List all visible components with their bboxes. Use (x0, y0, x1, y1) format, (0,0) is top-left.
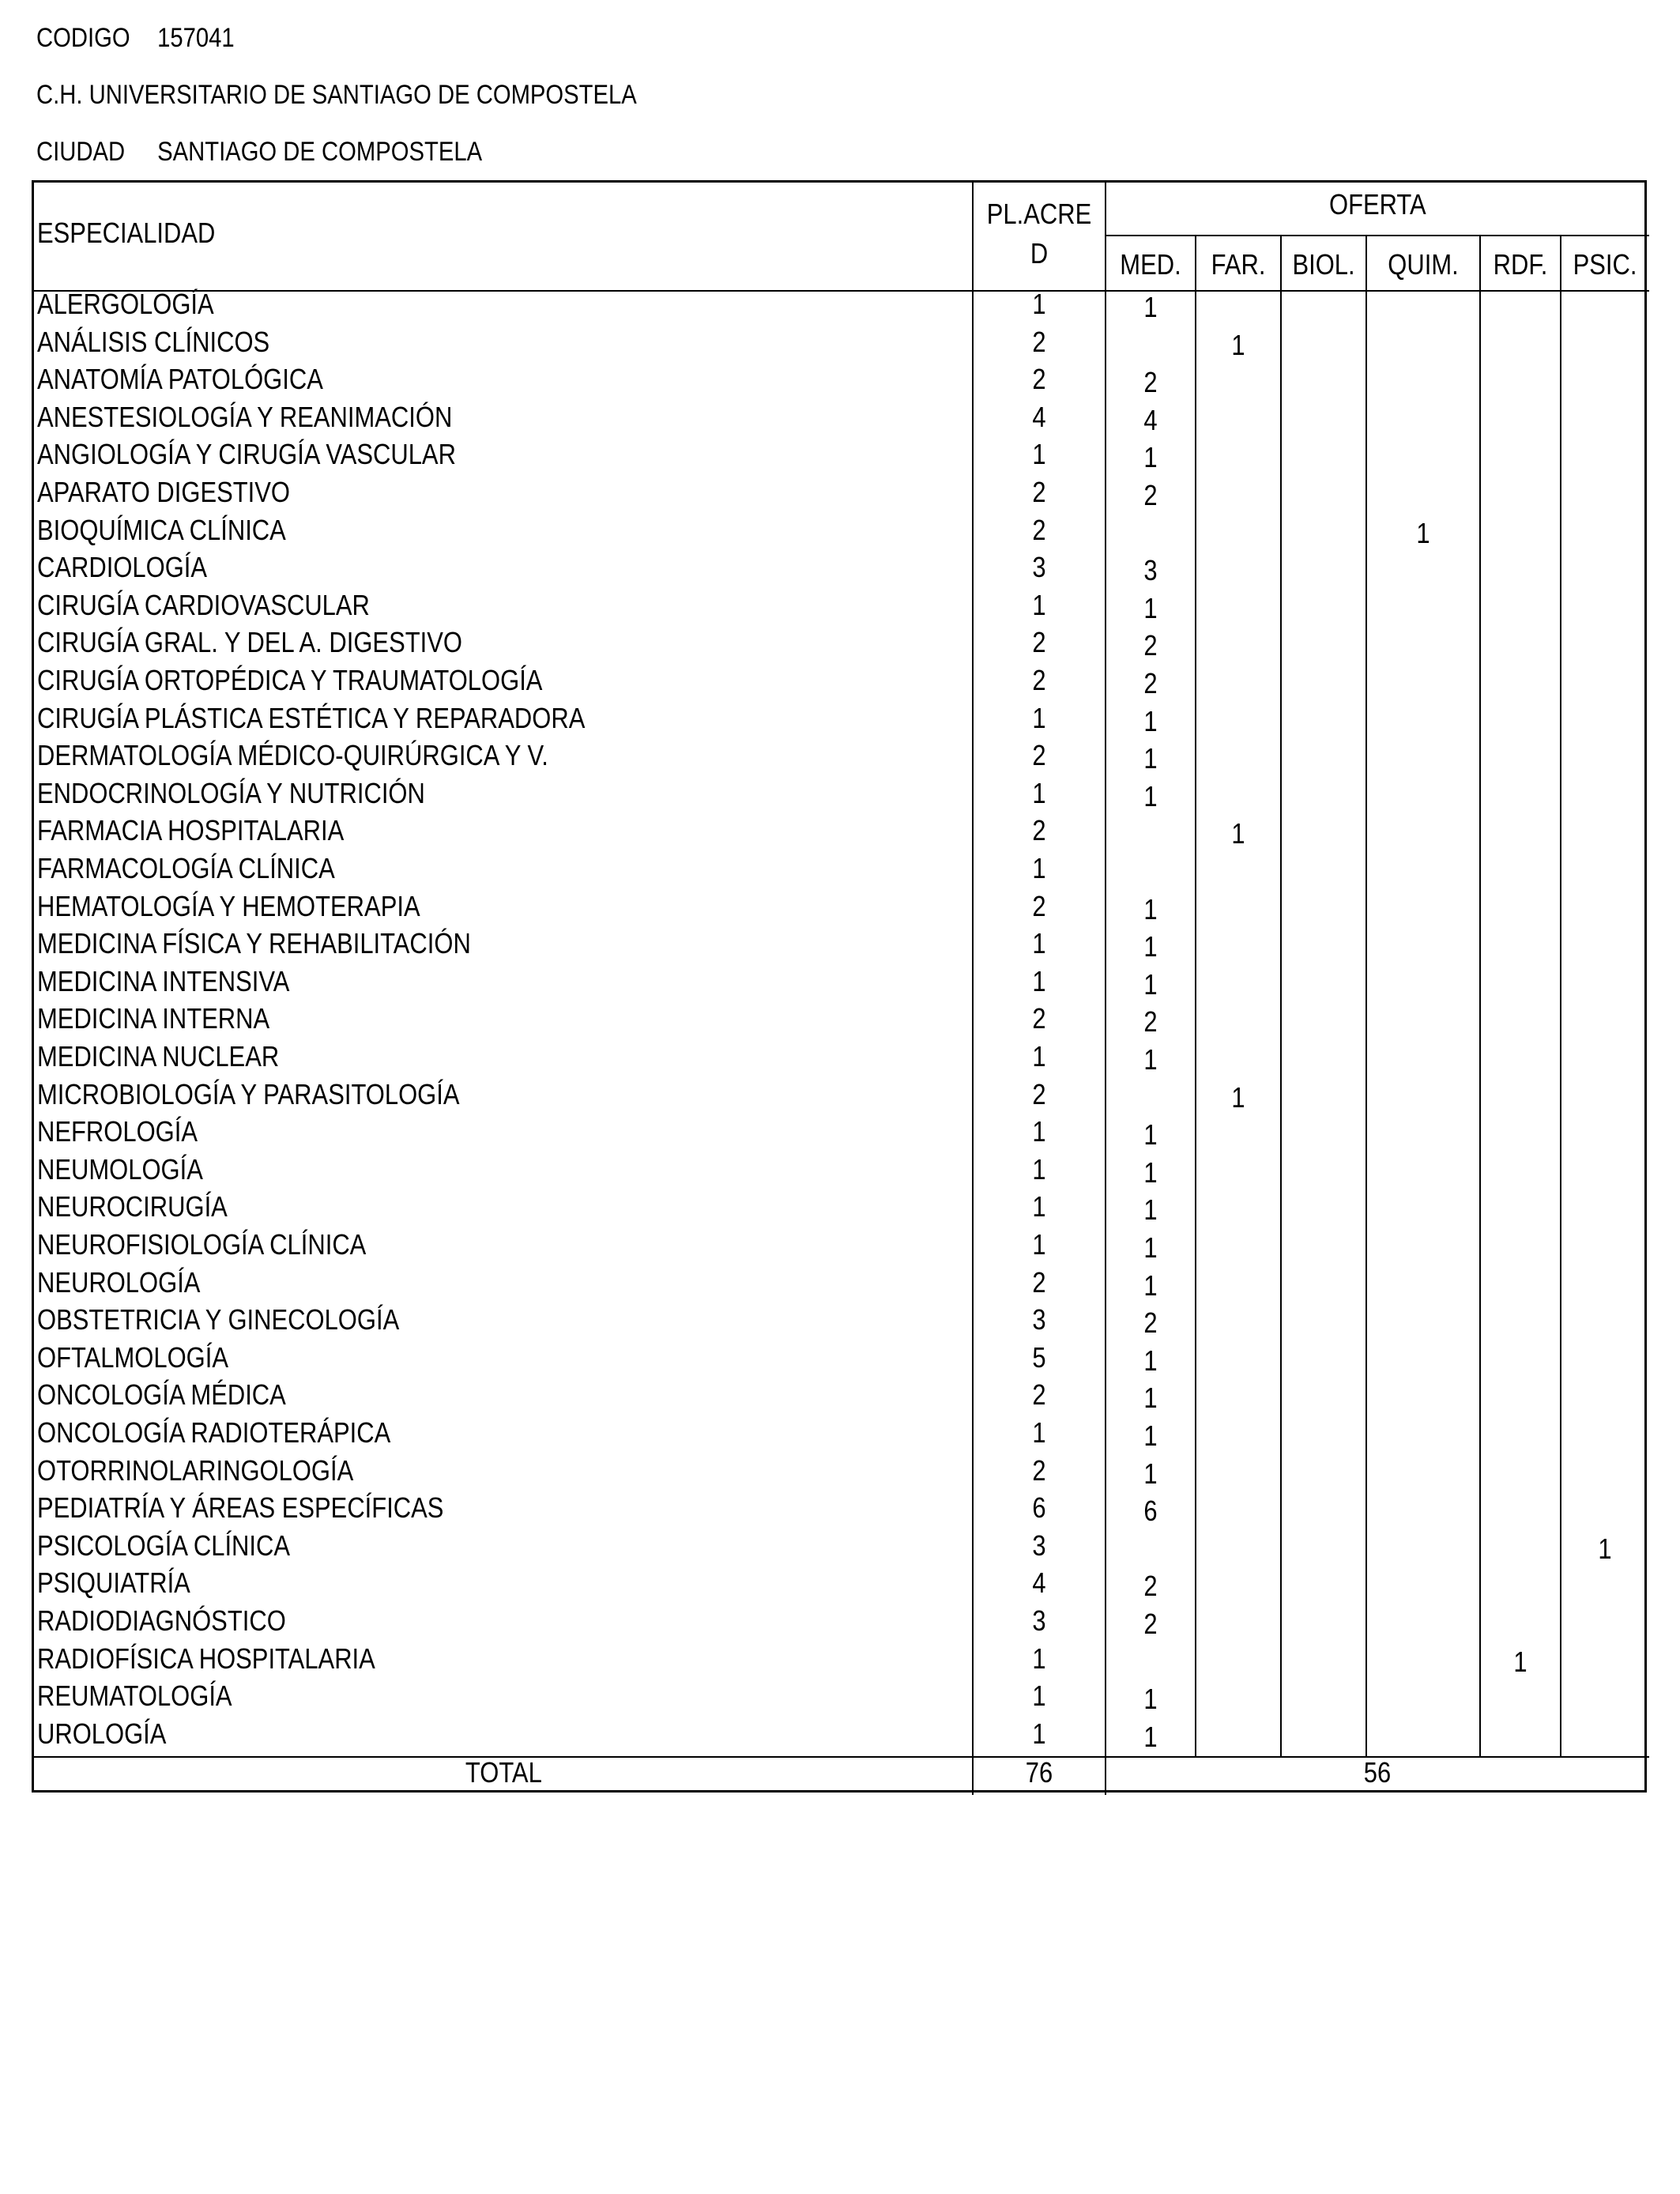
row-especialidad (37, 1414, 970, 1452)
col-header-especialidad (37, 214, 669, 252)
row-especialidad (37, 1339, 970, 1377)
row-med-text: 2 (1143, 479, 1158, 511)
sub-header-med-text: MED. (1120, 248, 1181, 281)
row-med (1106, 1342, 1196, 1380)
row-placred-text: 6 (1032, 1491, 1046, 1525)
row-especialidad (37, 1376, 970, 1414)
row-med (1106, 891, 1196, 929)
row-placred (973, 1452, 1106, 1490)
row-especialidad-text: APARATO DIGESTIVO (37, 476, 290, 508)
row-med (1106, 1154, 1196, 1192)
row-especialidad-text: MEDICINA NUCLEAR (37, 1040, 280, 1072)
col-header-placred-2 (973, 235, 1106, 273)
row-med-text: 1 (1143, 291, 1158, 323)
row-med (1106, 1304, 1196, 1342)
row-placred-text: 2 (1032, 814, 1046, 847)
row-placred (973, 775, 1106, 812)
row-especialidad (37, 1489, 970, 1527)
row-med-text: 6 (1143, 1495, 1158, 1528)
row-med (1106, 1417, 1196, 1455)
row-placred (973, 323, 1106, 361)
row-far-text: 1 (1231, 328, 1245, 361)
row-especialidad (37, 1602, 970, 1640)
row-placred (973, 888, 1106, 925)
row-placred-text: 2 (1032, 889, 1046, 922)
row-placred-text: 1 (1032, 852, 1046, 884)
row-med (1106, 740, 1196, 778)
row-med (1106, 552, 1196, 590)
row-placred-text: 1 (1032, 1228, 1046, 1261)
row-placred-text: 1 (1032, 701, 1046, 734)
hospital-name (36, 79, 637, 111)
row-placred-text: 2 (1032, 325, 1046, 358)
row-especialidad-text: PEDIATRÍA Y ÁREAS ESPECÍFICAS (37, 1491, 444, 1525)
row-especialidad-text: FARMACOLOGÍA CLÍNICA (37, 852, 335, 884)
row-especialidad-text: OBSTETRICIA Y GINECOLOGÍA (37, 1303, 400, 1336)
total-placred (973, 1754, 1106, 1792)
row-especialidad (37, 1226, 970, 1264)
row-placred (973, 737, 1106, 775)
col-header-especialidad-text: ESPECIALIDAD (37, 217, 216, 249)
codigo-label: CODIGO (36, 23, 130, 53)
row-especialidad (37, 1151, 970, 1189)
row-med (1106, 1605, 1196, 1643)
row-placred-text: 3 (1032, 1303, 1046, 1336)
hospital-title: C.H. UNIVERSITARIO DE SANTIAGO DE COMPOSTELA (36, 80, 637, 110)
row-placred-text: 5 (1032, 1340, 1046, 1374)
row-placred-text: 1 (1032, 1152, 1046, 1186)
row-especialidad (37, 1564, 970, 1602)
row-med-text: 1 (1143, 441, 1158, 474)
row-placred (973, 1564, 1106, 1602)
row-med-text: 1 (1143, 591, 1158, 624)
row-placred-text: 2 (1032, 1077, 1046, 1110)
row-especialidad (37, 1640, 970, 1678)
row-especialidad-text: NEFROLOGÍA (37, 1115, 198, 1148)
row-especialidad-text: HEMATOLOGÍA Y HEMOTERAPIA (37, 889, 420, 922)
row-placred-text: 1 (1032, 1679, 1046, 1713)
sub-header-biol (1281, 246, 1366, 284)
row-med-text: 2 (1143, 629, 1158, 662)
row-placred-text: 2 (1032, 476, 1046, 508)
col-divider-sub (1280, 235, 1282, 1757)
row-placred (973, 548, 1106, 586)
row-especialidad (37, 1452, 970, 1490)
row-especialidad-text: PSIQUIATRÍA (37, 1566, 190, 1600)
row-placred (973, 812, 1106, 850)
row-med-text: 1 (1143, 742, 1158, 775)
row-placred-text: 2 (1032, 664, 1046, 696)
row-especialidad (37, 737, 970, 775)
row-placred (973, 1301, 1106, 1339)
row-med-text: 1 (1143, 967, 1158, 1001)
row-far-text: 1 (1231, 817, 1245, 850)
row-placred (973, 1113, 1106, 1151)
row-med-text: 1 (1143, 1193, 1158, 1227)
row-placred-text: 1 (1032, 927, 1046, 960)
row-especialidad (37, 511, 970, 549)
col-header-placred (973, 195, 1106, 233)
row-far (1196, 326, 1281, 364)
row-med-text: 1 (1143, 1419, 1158, 1452)
row-especialidad (37, 435, 970, 473)
row-placred-text: 1 (1032, 1115, 1046, 1148)
sub-header-quim (1366, 246, 1480, 284)
row-med (1106, 1041, 1196, 1079)
row-med (1106, 1267, 1196, 1305)
row-especialidad (37, 586, 970, 624)
row-especialidad-text: CIRUGÍA GRAL. Y DEL A. DIGESTIVO (37, 626, 462, 659)
row-especialidad (37, 360, 970, 398)
col-header-placred-2-text: D (1030, 237, 1049, 270)
row-med-text: 1 (1143, 1269, 1158, 1302)
row-placred (973, 1076, 1106, 1114)
row-especialidad-text: MEDICINA FÍSICA Y REHABILITACIÓN (37, 927, 471, 960)
row-rdf (1480, 1643, 1561, 1681)
row-placred-text: 1 (1032, 588, 1046, 621)
row-placred-text: 1 (1032, 964, 1046, 997)
ciudad-line (36, 136, 483, 168)
row-especialidad (37, 1188, 970, 1226)
row-especialidad (37, 850, 970, 888)
row-especialidad-text: CIRUGÍA PLÁSTICA ESTÉTICA Y REPARADORA (37, 701, 586, 734)
row-med (1106, 1718, 1196, 1756)
row-placred-text: 1 (1032, 1190, 1046, 1223)
row-placred (973, 1527, 1106, 1565)
sub-header-far-text: FAR. (1211, 248, 1266, 281)
row-placred (973, 1677, 1106, 1715)
codigo-line (36, 22, 235, 54)
row-especialidad-text: PSICOLOGÍA CLÍNICA (37, 1529, 291, 1562)
row-placred-text: 2 (1032, 1453, 1046, 1487)
row-placred (973, 511, 1106, 549)
col-header-oferta-text: OFERTA (1328, 188, 1426, 221)
row-especialidad (37, 1076, 970, 1114)
row-placred (973, 285, 1106, 323)
codigo-value: 157041 (157, 23, 235, 53)
total-placred-text: 76 (1025, 1756, 1053, 1789)
row-placred (973, 1038, 1106, 1076)
row-med (1106, 966, 1196, 1004)
row-especialidad-text: CIRUGÍA ORTOPÉDICA Y TRAUMATOLOGÍA (37, 664, 543, 696)
row-placred-text: 1 (1032, 1642, 1046, 1675)
row-placred-text: 2 (1032, 363, 1046, 396)
row-med-text: 1 (1143, 1457, 1158, 1490)
row-med-text: 1 (1143, 1344, 1158, 1377)
row-especialidad (37, 473, 970, 511)
row-especialidad-text: FARMACIA HOSPITALARIA (37, 814, 345, 847)
row-quim-text: 1 (1416, 516, 1430, 549)
row-med (1106, 1229, 1196, 1267)
row-especialidad-text: NEUMOLOGÍA (37, 1152, 203, 1186)
row-med (1106, 928, 1196, 966)
row-especialidad-text: ANATOMÍA PATOLÓGICA (37, 363, 323, 396)
row-especialidad (37, 1113, 970, 1151)
row-med (1106, 1379, 1196, 1417)
oferta-separator (1106, 235, 1649, 236)
row-far-text: 1 (1231, 1080, 1245, 1114)
row-especialidad-text: ONCOLOGÍA MÉDICA (37, 1378, 286, 1412)
row-especialidad-text: CIRUGÍA CARDIOVASCULAR (37, 588, 370, 621)
row-placred (973, 1414, 1106, 1452)
row-med-text: 2 (1143, 366, 1158, 399)
row-placred (973, 473, 1106, 511)
row-especialidad-text: ANESTESIOLOGÍA Y REANIMACIÓN (37, 400, 453, 433)
row-placred (973, 624, 1106, 662)
row-especialidad (37, 662, 970, 699)
row-med (1106, 1680, 1196, 1718)
row-especialidad-text: ALERGOLOGÍA (37, 288, 214, 320)
row-med-text: 1 (1143, 704, 1158, 737)
row-placred-text: 1 (1032, 438, 1046, 471)
row-especialidad-text: ANGIOLOGÍA Y CIRUGÍA VASCULAR (37, 438, 456, 471)
row-med-text: 4 (1143, 403, 1158, 436)
row-especialidad-text: MICROBIOLOGÍA Y PARASITOLOGÍA (37, 1077, 460, 1110)
row-med-text: 1 (1143, 779, 1158, 812)
row-med (1106, 1116, 1196, 1154)
row-placred (973, 360, 1106, 398)
col-divider-sub (1365, 235, 1367, 1757)
row-far (1196, 1079, 1281, 1117)
row-especialidad (37, 925, 970, 963)
total-label (34, 1754, 973, 1792)
row-med-text: 1 (1143, 1155, 1158, 1189)
row-especialidad-text: RADIODIAGNÓSTICO (37, 1604, 286, 1637)
row-psic-text: 1 (1598, 1532, 1612, 1565)
row-placred (973, 1188, 1106, 1226)
row-rdf-text: 1 (1513, 1645, 1527, 1678)
row-placred-text: 3 (1032, 551, 1046, 584)
row-far (1196, 815, 1281, 853)
row-med-text: 1 (1143, 1118, 1158, 1152)
row-med (1106, 1003, 1196, 1041)
row-med (1106, 1455, 1196, 1493)
row-placred (973, 586, 1106, 624)
row-placred-text: 4 (1032, 1566, 1046, 1600)
row-especialidad (37, 624, 970, 662)
row-med-text: 2 (1143, 1005, 1158, 1039)
row-placred (973, 1226, 1106, 1264)
sub-header-psic-text: PSIC. (1573, 248, 1637, 281)
row-med (1106, 364, 1196, 401)
row-med-text: 2 (1143, 1608, 1158, 1640)
row-quim (1366, 515, 1480, 552)
row-especialidad (37, 1527, 970, 1565)
row-med-text: 2 (1143, 1570, 1158, 1603)
row-placred (973, 1640, 1106, 1678)
row-med (1106, 401, 1196, 439)
col-header-oferta (1106, 186, 1649, 224)
row-especialidad (37, 1000, 970, 1038)
row-placred-text: 3 (1032, 1529, 1046, 1562)
row-especialidad-text: MEDICINA INTERNA (37, 1002, 270, 1035)
row-placred-text: 1 (1032, 1717, 1046, 1750)
row-med (1106, 439, 1196, 477)
row-placred (973, 1339, 1106, 1377)
row-especialidad (37, 699, 970, 737)
row-placred (973, 963, 1106, 1001)
row-placred-text: 4 (1032, 400, 1046, 433)
row-placred-text: 2 (1032, 1265, 1046, 1299)
row-placred (973, 699, 1106, 737)
row-especialidad (37, 1038, 970, 1076)
col-divider-sub (1560, 235, 1561, 1757)
row-med-text: 1 (1143, 1720, 1158, 1753)
sub-header-rdf-text: RDF. (1493, 248, 1548, 281)
row-med-text: 2 (1143, 667, 1158, 699)
row-med (1106, 1191, 1196, 1229)
total-oferta-text: 56 (1363, 1756, 1392, 1789)
row-med (1106, 1567, 1196, 1605)
row-med (1106, 1492, 1196, 1530)
row-placred-text: 1 (1032, 776, 1046, 809)
row-especialidad-text: NEUROFISIOLOGÍA CLÍNICA (37, 1228, 367, 1261)
row-especialidad-text: MEDICINA INTENSIVA (37, 964, 290, 997)
row-especialidad (37, 323, 970, 361)
row-med (1106, 477, 1196, 515)
row-placred-text: 2 (1032, 513, 1046, 546)
sub-header-quim-text: QUIM. (1388, 248, 1459, 281)
row-placred (973, 398, 1106, 436)
row-placred (973, 1151, 1106, 1189)
row-especialidad-text: NEUROCIRUGÍA (37, 1190, 228, 1223)
row-med-text: 1 (1143, 1382, 1158, 1415)
sub-header-biol-text: BIOL. (1292, 248, 1355, 281)
row-especialidad-text: ENDOCRINOLOGÍA Y NUTRICIÓN (37, 776, 425, 809)
row-med (1106, 778, 1196, 816)
row-med (1106, 590, 1196, 628)
row-especialidad-text: UROLOGÍA (37, 1717, 167, 1750)
row-especialidad-text: BIOQUÍMICA CLÍNICA (37, 513, 286, 546)
row-placred (973, 1715, 1106, 1753)
col-divider-sub (1479, 235, 1481, 1757)
row-placred-text: 2 (1032, 739, 1046, 772)
row-especialidad-text: ONCOLOGÍA RADIOTERÁPICA (37, 1416, 391, 1449)
row-placred-text: 2 (1032, 1378, 1046, 1412)
sub-header-rdf (1480, 246, 1561, 284)
row-especialidad (37, 548, 970, 586)
row-placred (973, 1376, 1106, 1414)
row-especialidad (37, 1677, 970, 1715)
row-especialidad-text: ANÁLISIS CLÍNICOS (37, 325, 270, 358)
row-especialidad (37, 963, 970, 1001)
row-especialidad (37, 1301, 970, 1339)
ciudad-value: SANTIAGO DE COMPOSTELA (157, 137, 483, 167)
row-med-text: 2 (1143, 1306, 1158, 1340)
row-especialidad (37, 1715, 970, 1753)
row-placred-text: 3 (1032, 1604, 1046, 1637)
row-especialidad-text: NEUROLOGÍA (37, 1265, 201, 1299)
row-especialidad (37, 888, 970, 925)
row-med-text: 1 (1143, 930, 1158, 963)
row-med (1106, 627, 1196, 665)
row-especialidad (37, 1264, 970, 1302)
col-header-placred-text: PL.ACRE (986, 198, 1092, 230)
specialty-table (32, 180, 1647, 1793)
row-especialidad-text: OFTALMOLOGÍA (37, 1340, 228, 1374)
row-placred-text: 2 (1032, 626, 1046, 659)
row-placred (973, 662, 1106, 699)
row-especialidad-text: OTORRINOLARINGOLOGÍA (37, 1453, 354, 1487)
row-especialidad-text: DERMATOLOGÍA MÉDICO-QUIRÚRGICA Y V. (37, 739, 548, 772)
row-med (1106, 703, 1196, 741)
row-med-text: 1 (1143, 1231, 1158, 1264)
row-psic (1561, 1530, 1649, 1568)
row-placred (973, 850, 1106, 888)
row-especialidad (37, 285, 970, 323)
row-placred (973, 1489, 1106, 1527)
row-placred-text: 2 (1032, 1002, 1046, 1035)
row-med (1106, 665, 1196, 703)
row-especialidad-text: CARDIOLOGÍA (37, 551, 208, 584)
row-especialidad (37, 812, 970, 850)
row-especialidad-text: REUMATOLOGÍA (37, 1679, 232, 1713)
row-placred (973, 435, 1106, 473)
row-placred-text: 1 (1032, 288, 1046, 320)
row-med-text: 1 (1143, 1043, 1158, 1076)
row-med-text: 3 (1143, 554, 1158, 587)
row-placred (973, 1264, 1106, 1302)
row-especialidad (37, 398, 970, 436)
row-placred (973, 1602, 1106, 1640)
sub-header-med (1106, 246, 1196, 284)
row-med-text: 1 (1143, 892, 1158, 925)
row-med-text: 1 (1143, 1683, 1158, 1716)
total-label-text: TOTAL (465, 1756, 542, 1789)
row-placred (973, 925, 1106, 963)
total-oferta (1106, 1754, 1649, 1792)
row-placred (973, 1000, 1106, 1038)
row-placred-text: 1 (1032, 1416, 1046, 1449)
ciudad-label: CIUDAD (36, 137, 126, 167)
row-placred-text: 1 (1032, 1040, 1046, 1072)
row-especialidad (37, 775, 970, 812)
row-med (1106, 288, 1196, 326)
row-especialidad-text: RADIOFÍSICA HOSPITALARIA (37, 1642, 375, 1675)
sub-header-psic (1561, 246, 1649, 284)
sub-header-far (1196, 246, 1281, 284)
